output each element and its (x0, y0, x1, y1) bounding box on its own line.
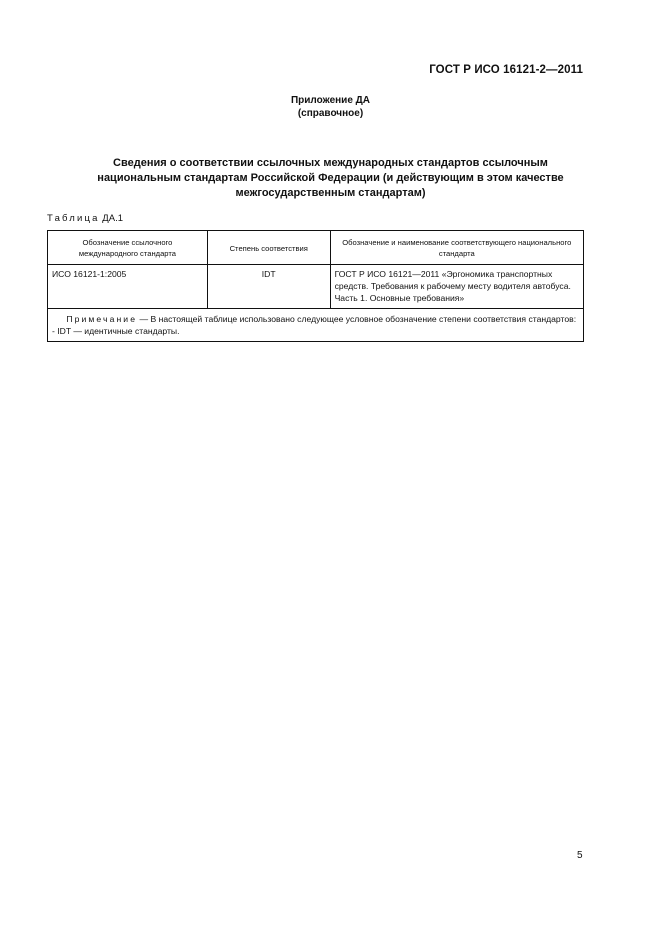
note-label: Примечание (66, 314, 138, 324)
section-heading (60, 156, 601, 201)
note-item: - IDT — идентичные стандарты. (52, 326, 180, 336)
correspondence-table (47, 230, 584, 342)
heading-line-3: межгосударственным стандартам) (235, 187, 426, 199)
note-text (52, 313, 579, 325)
table-caption (47, 213, 123, 224)
heading-line-2: национальным стандартам Российской Федерации (и действующим в этом качестве (97, 172, 564, 184)
heading-line-1: Сведения о соответствии ссылочных международных стандартов ссылочным (113, 157, 548, 169)
standard-id-header: ГОСТ Р ИСО 16121-2—2011 (429, 64, 583, 76)
note-body: — В настоящей таблице использовано следующее условное обозначение степени соответствия стандартов: (137, 314, 577, 324)
cell-international-standard: ИСО 16121-1:2005 (48, 265, 208, 309)
header-degree: Степень соответствия (207, 231, 330, 265)
table-note (48, 309, 584, 342)
cell-national-standard: ГОСТ Р ИСО 16121—2011 «Эргономика транспортных средств. Требования к рабочему месту водителя автобуса. Часть 1. Основные требования» (330, 265, 583, 309)
header-national-standard: Обозначение и наименование соответствующего национального стандарта (330, 231, 583, 265)
table-row (48, 265, 584, 309)
table-caption-number: ДА.1 (99, 213, 123, 224)
table-caption-label: Таблица (47, 213, 100, 224)
annex-subtitle: (справочное) (297, 108, 364, 119)
annex-block (0, 94, 661, 120)
table-header-row (48, 231, 584, 265)
page-number: 5 (577, 850, 583, 861)
table-note-row (48, 309, 584, 342)
header-international-standard: Обозначение ссылочного международного стандарта (48, 231, 208, 265)
cell-degree: IDT (207, 265, 330, 309)
annex-title: Приложение ДА (290, 95, 371, 106)
